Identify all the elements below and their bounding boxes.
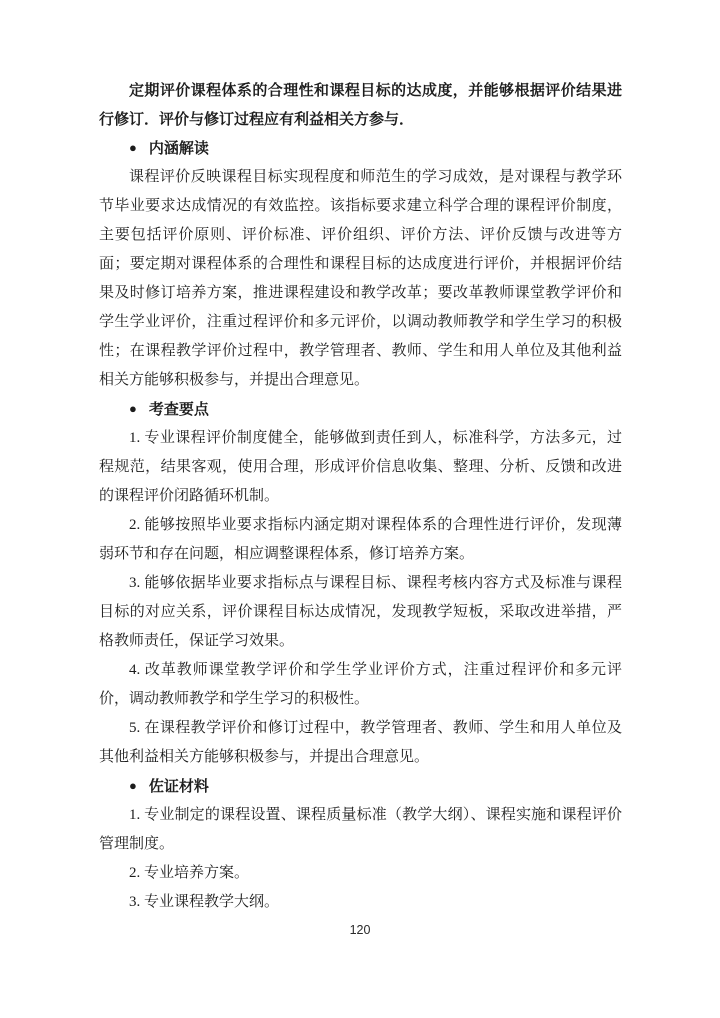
bullet-icon: ● bbox=[129, 778, 137, 793]
page-content bbox=[99, 76, 622, 917]
section-heading-label: 佐证材料 bbox=[148, 778, 209, 795]
intro-paragraph: 定期评价课程体系的合理性和课程目标的达成度，并能够根据评价结果进行修订．评价与修订过程应有利益相关方参与． bbox=[99, 82, 622, 128]
section-heading-label: 内涵解读 bbox=[148, 140, 209, 157]
list-item-paragraph: 1. 专业课程评价制度健全，能够做到责任到人，标准科学，方法多元，过程规范，结果客观，使用合理，形成评价信息收集、整理、分析、反馈和改进的课程评价闭路循环机制。 bbox=[99, 430, 622, 504]
list-item-paragraph: 5. 在课程教学评价和修订过程中，教学管理者、教师、学生和用人单位及其他利益相关方能够积极参与，并提出合理意见。 bbox=[99, 720, 622, 765]
list-item-paragraph: 1. 专业制定的课程设置、课程质量标准（教学大纲）、课程实施和课程评价管理制度。 bbox=[99, 807, 622, 852]
list-item-paragraph: 3. 专业课程教学大纲。 bbox=[129, 894, 280, 910]
bullet-icon: ● bbox=[129, 140, 137, 155]
list-item-paragraph: 2. 能够按照毕业要求指标内涵定期对课程体系的合理性进行评价，发现薄弱环节和存在问题，相应调整课程体系，修订培养方案。 bbox=[99, 517, 622, 562]
section-heading-kaocha-yaodian bbox=[99, 395, 622, 424]
list-item-paragraph: 4. 改革教师课堂教学评价和学生学业评价方式，注重过程评价和多元评价，调动教师教学和学生学习的积极性。 bbox=[99, 662, 622, 707]
section-heading-neihan-jiedu bbox=[99, 134, 622, 163]
section-heading-label: 考查要点 bbox=[148, 401, 209, 418]
page-number: 120 bbox=[349, 923, 371, 937]
body-paragraph: 课程评价反映课程目标实现程度和师范生的学习成效，是对课程与教学环节毕业要求达成情况的有效监控。该指标要求建立科学合理的课程评价制度，主要包括评价原则、评价标准、评价组织、评价方法、评价反馈与改进等方面；要定期对课程体系的合理性和课程目标的达成度进行评价，并根据评价结果及时修订培养方案，推进课程建设和教学改革；要改革教师课堂教学评价和学生学业评价，注重过程评价和多元评价，以调动教师教学和学生学习的积极性；在课程教学评价过程中，教学管理者、教师、学生和用人单位及其他利益相关方能够积极参与，并提出合理意见。 bbox=[99, 169, 622, 388]
list-item-paragraph: 2. 专业培养方案。 bbox=[129, 865, 250, 881]
bullet-icon: ● bbox=[129, 401, 137, 416]
list-item-paragraph: 3. 能够依据毕业要求指标点与课程目标、课程考核内容方式及标准与课程目标的对应关系，评价课程目标达成情况，发现教学短板，采取改进举措，严格教师责任，保证学习效果。 bbox=[99, 575, 622, 649]
section-heading-zuozheng-cailiao bbox=[99, 772, 622, 801]
